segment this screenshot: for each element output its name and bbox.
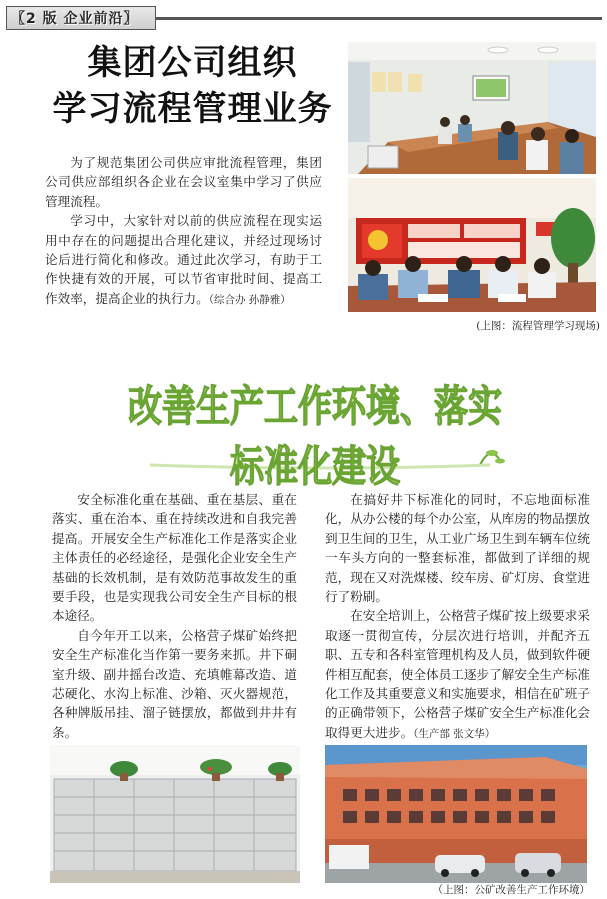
article2-paragraph: 安全标准化重在基础、重在基层、重在落实、重在治本、重在持续改进和自我完善提高。开展安全生产标准化工作是落实企业主体责任的必经途径，是强化企业安全生产基础的长效机制，是有效防范事故发生的重要手段，也是实现我公司安全生产目标的根本途径。 [52, 492, 297, 624]
article1-paragraph: 为了规范集团公司供应审批流程管理，集团公司供应部组织各企业在会议室集中学习了供应管理流程。 [45, 155, 322, 209]
article2-paragraph [325, 606, 590, 744]
article1-title-line2: 学习流程管理业务 [52, 89, 333, 129]
article2-signature: （生产部 张文华） [413, 727, 496, 740]
article1-title [50, 40, 335, 132]
article2-title: 改善生产工作环境、落实标准化建设 [128, 382, 502, 492]
lockers-photo [50, 745, 300, 883]
article2-column-left [52, 490, 297, 742]
study-session-photo [348, 178, 596, 312]
article1-title-line1: 集团公司组织 [87, 43, 298, 83]
header-rule [156, 17, 602, 20]
article1-photo-caption: (上图：流程管理学习现场) [476, 320, 600, 332]
article2-photo-caption: （上图：公矿改善生产工作环境） [432, 884, 590, 896]
article2-title-banner [120, 382, 510, 492]
article2-paragraph-text: 在安全培训上，公格营子煤矿按上级要求采取逐一贯彻宣传，分层次进行培训，并配齐五职、五专和各科室管理机构及人员，做到软件硬件相互配套，使全体员工逐步了解安全生产标准化工作及其重要意义和实施要求，相信在矿班子的正确带领下，公格营子煤矿安全生产标准化会取得更大进步。 [325, 608, 590, 740]
article2-paragraph: 自今年开工以来，公格营子煤矿始终把安全生产标准化当作第一要务来抓。井下硐室升级、副井摇台改造、充填帷幕改造、道芯硬化、水沟上标准、沙箱、灭火器规范，各种牌版吊挂、溜子链摆放，都做到井井有条。 [52, 627, 297, 740]
article2-paragraph: 在搞好井下标准化的同时，不忘地面标准化，从办公楼的每个办公室，从库房的物品摆放到卫生间的卫生，从工业广场卫生到车辆车位统一车头方向的一整套标准，都做到了详细的规范，现在又对洗煤楼、绞车房、矿灯房、食堂进行了粉刷。 [325, 492, 590, 605]
meeting-room-photo [348, 42, 596, 174]
article2-column-right [325, 490, 590, 744]
article1-paragraph [45, 211, 322, 310]
article1-paragraph-text: 学习中，大家针对以前的供应流程在现实运用中存在的问题提出合理化建议，并经过现场讨论后进行简化和修改。通过此次学习，有助于工作快捷有效的开展，可以节省审批时间、提高工作效率，提高企业的执行力。 [45, 213, 322, 306]
article1-signature: （综合办 孙静雅） [208, 293, 291, 306]
page-header [6, 6, 602, 30]
section-label: 〖2 版 企业前沿〗 [6, 6, 156, 30]
article1-body [45, 153, 322, 310]
mine-building-photo [325, 745, 587, 883]
